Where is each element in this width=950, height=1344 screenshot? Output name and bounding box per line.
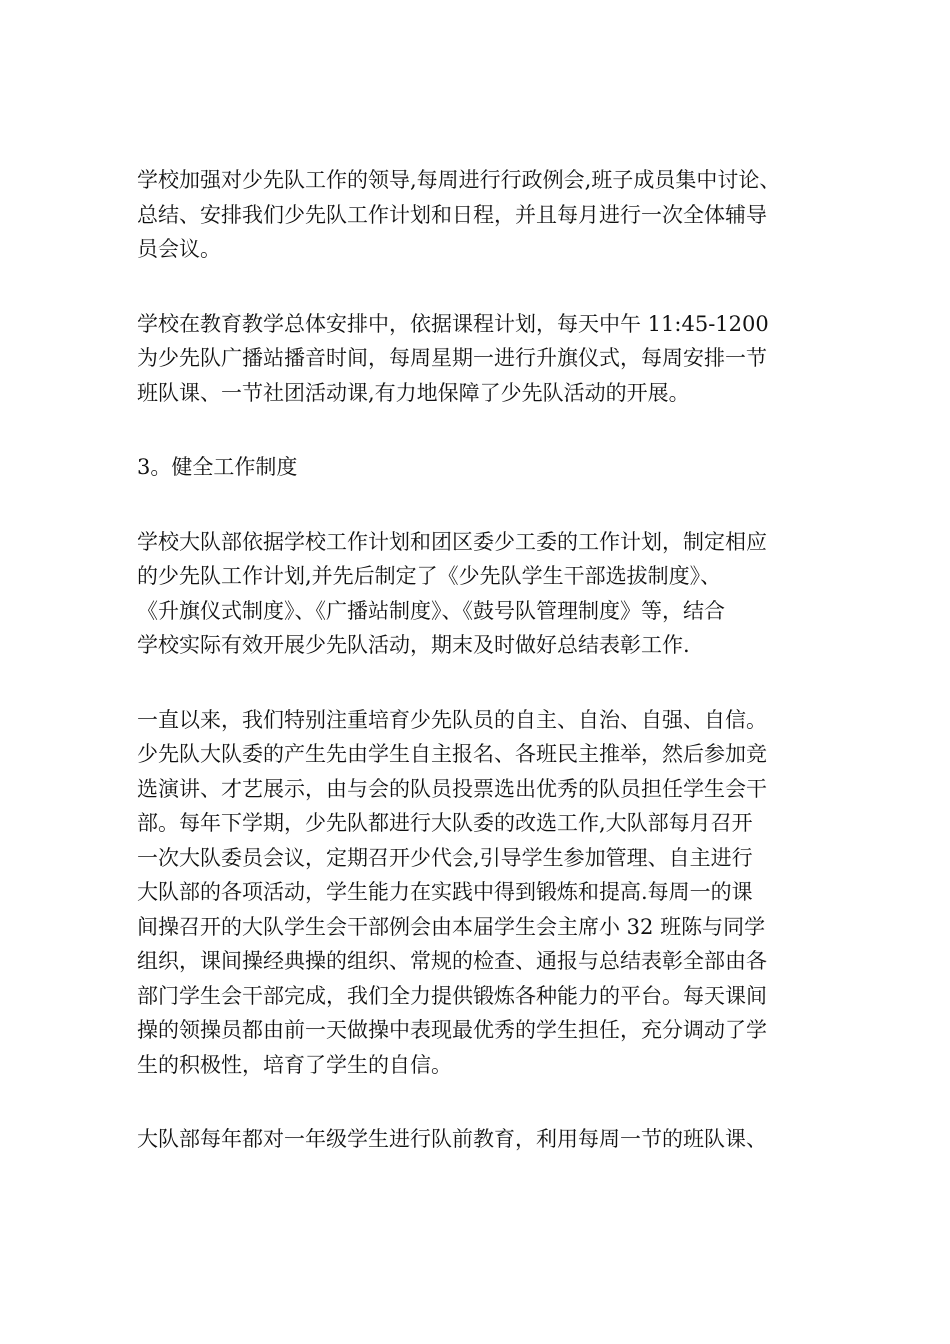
paragraph-schedule — [137, 307, 825, 411]
text-line: 学校实际有效开展少先队活动，期末及时做好总结表彰工作. — [137, 633, 690, 657]
text-line: 操的领操员都由前一天做操中表现最优秀的学生担任，充分调动了学 — [137, 1018, 767, 1042]
paragraph-self-management — [137, 703, 825, 1083]
text-line: 员会议。 — [137, 237, 221, 261]
text-line: 班队课、一节社团活动课,有力地保障了少先队活动的开展。 — [137, 380, 690, 405]
paragraph-leadership — [137, 163, 825, 267]
paragraph-first-grade — [137, 1122, 825, 1157]
text-line: 组织，课间操经典操的组织、常规的检查、通报与总结表彰全部由各 — [137, 949, 767, 973]
text-line: 大队部的各项活动，学生能力在实践中得到锻炼和提高.每周一的课 — [137, 880, 753, 904]
text-line: 部。每年下学期，少先队都进行大队委的改选工作,大队部每月召开 — [137, 811, 753, 835]
text-line: 部门学生会干部完成，我们全力提供锻炼各种能力的平台。每天课间 — [137, 983, 767, 1008]
text-line: 生的积极性，培育了学生的自信。 — [137, 1052, 452, 1077]
heading-text: 3。健全工作制度 — [137, 455, 298, 479]
text-line: 的少先队工作计划,并先后制定了《少先队学生干部选拔制度》、 — [137, 564, 722, 588]
text-line: 少先队大队委的产生先由学生自主报名、各班民主推举，然后参加竞 — [137, 742, 767, 766]
document-body — [137, 163, 825, 1197]
text-line: 间操召开的大队学生会干部例会由本届学生会主席小 32 班陈与同学 — [137, 914, 766, 939]
text-line: 一次大队委员会议，定期召开少代会,引导学生参加管理、自主进行 — [137, 845, 753, 870]
text-line: 《升旗仪式制度》、《广播站制度》、《鼓号队管理制度》等，结合 — [137, 598, 725, 623]
text-line: 一直以来，我们特别注重培育少先队员的自主、自治、自强、自信。 — [137, 707, 767, 732]
text-line: 大队部每年都对一年级学生进行队前教育，利用每周一节的班队课、 — [137, 1127, 767, 1151]
text-line: 学校加强对少先队工作的领导,每周进行行政例会,班子成员集中讨论、 — [137, 168, 781, 192]
text-line: 学校在教育教学总体安排中，依据课程计划，每天中午 11:45-1200 — [137, 311, 769, 336]
text-line: 为少先队广播站播音时间，每周星期一进行升旗仪式，每周安排一节 — [137, 346, 767, 370]
text-line: 学校大队部依据学校工作计划和团区委少工委的工作计划，制定相应 — [137, 529, 767, 554]
text-line: 选演讲、才艺展示，由与会的队员投票选出优秀的队员担任学生会干 — [137, 776, 767, 801]
text-line: 总结、安排我们少先队工作计划和日程，并且每月进行一次全体辅导 — [137, 202, 767, 227]
paragraph-rules — [137, 525, 825, 663]
section-heading — [137, 450, 825, 485]
